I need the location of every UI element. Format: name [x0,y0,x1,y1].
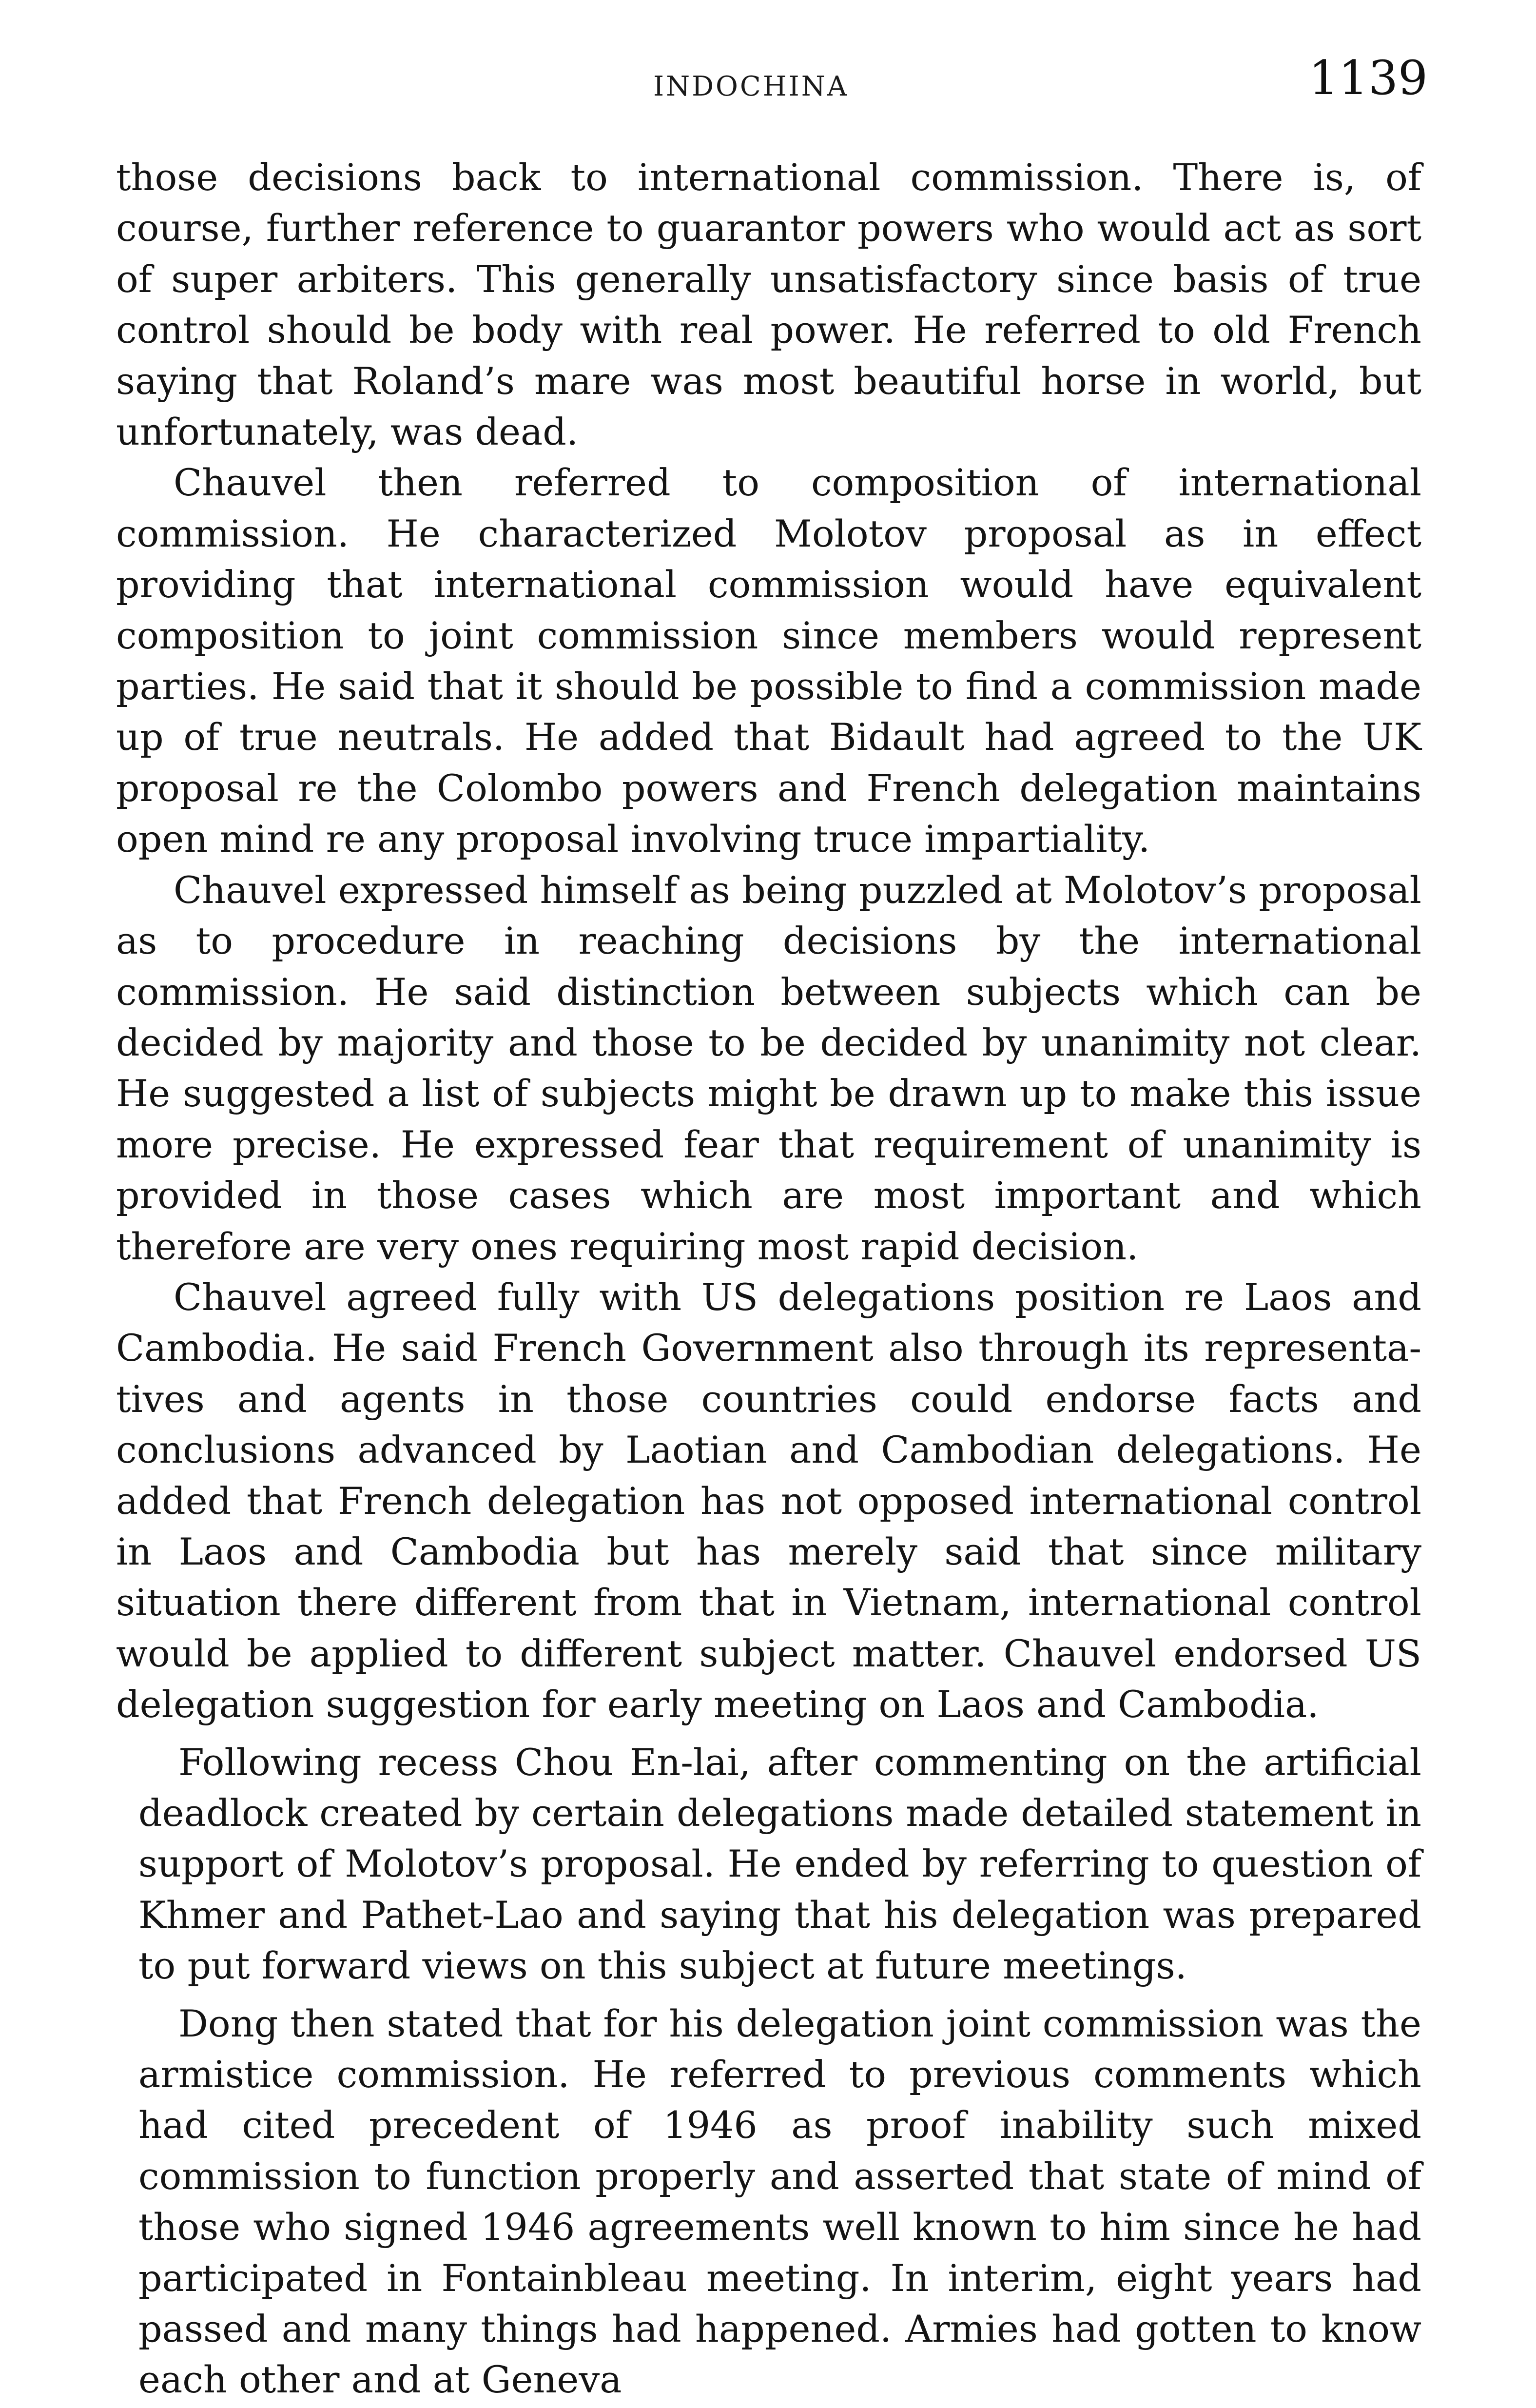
paragraph-1: those decisions back to international commission. There is, of course, further reference to guarantor powers who would act as sort of super arbiters. This generally unsatisfactory since basis of true control should be body with real power. He referred to old French saying that Roland’s mare was most beautiful horse in world, but unfortunately, was dead. [116,156,1421,454]
page-number: 1139 [1308,51,1428,105]
paragraph-5: Following recess Chou En-lai, after commenting on the artificial deadlock created by certain delegations made detailed statement in support of Molotov’s proposal. He ended by referring to question of Khmer and Pathet-Lao and saying that his delegation was prepared to put forward views on this subject at future meetings. [138,1740,1421,1988]
paragraph-3: Chauvel expressed himself as being puzzled at Molotov’s proposal as to procedure in reaching decisions by the international commission. He said distinction between subjects which can be decided by majority and those to be decided by unanimity not clear. He suggested a list of subjects might be drawn up to make this issue more precise. He expressed fear that requirement of unanimity is provided in those cases which are most important and which therefore are very ones requiring most rapid decision. [116,868,1421,1268]
running-head: INDOCHINA [653,71,849,102]
body-text [116,152,1421,2406]
paragraph-4: Chauvel agreed fully with US delegations position re Laos and Cambodia. He said French Government also through its representatives and agents in those countries could endorse facts and conclusions advanced by Laotian and Cambodian delegations. He added that French delegation has not opposed international control in Laos and Cambodia but has merely said that since military situation there different from that in Vietnam, international control would be applied to different subject matter. Chauvel endorsed US delegation suggestion for early meeting on Laos and Cambodia. [116,1275,1421,1726]
paragraph-2: Chauvel then referred to composition of international commission. He characterized Molotov proposal as in effect providing that international commission would have equivalent composition to joint commission since members would represent parties. He said that it should be possible to find a commission made up of true neutrals. He added that Bidault had agreed to the UK proposal re the Colombo powers and French delegation maintains open mind re any proposal involving truce impartiality. [116,461,1421,861]
paragraph-6: Dong then stated that for his delegation joint commission was the armistice commission. He referred to previous comments which had cited precedent of 1946 as proof inability such mixed commission to function properly and asserted that state of mind of those who signed 1946 agreements well known to him since he had participated in Fontainbleau meeting. In interim, eight years had passed and many things had happened. Armies had gotten to know each other and at Geneva [138,2001,1421,2402]
